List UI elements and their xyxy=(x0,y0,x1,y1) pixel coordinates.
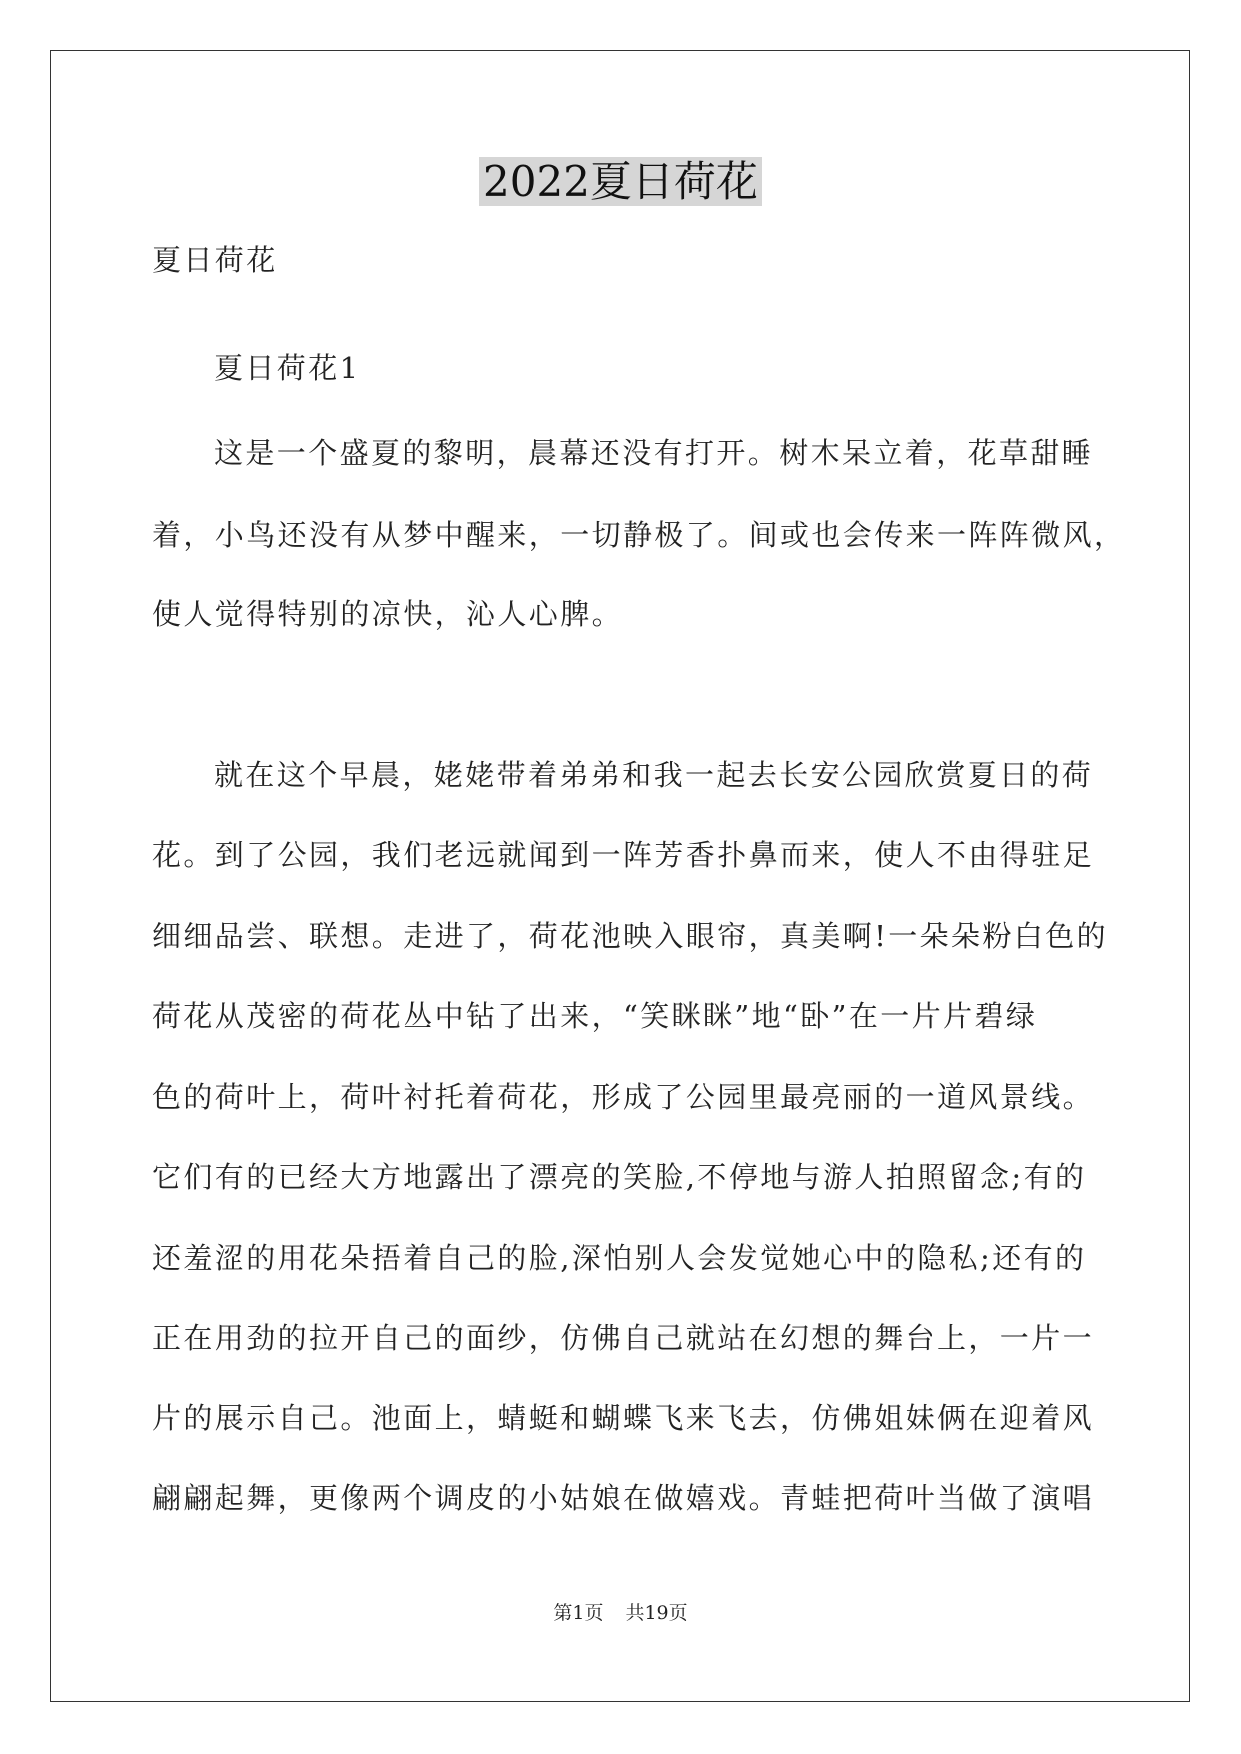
page-border xyxy=(50,50,1190,1702)
paragraph-2-line-5: 色的荷叶上，荷叶衬托着荷花，形成了公园里最亮丽的一道风景线。 xyxy=(152,1080,1095,1114)
paragraph-2-line-10: 翩翩起舞，更像两个调皮的小姑娘在做嬉戏。青蛙把荷叶当做了演唱 xyxy=(152,1481,1095,1515)
document-title-text: 2022夏日荷花 xyxy=(479,157,762,206)
section-heading: 夏日荷花1 xyxy=(214,351,361,385)
paragraph-1-line-2: 着，小鸟还没有从梦中醒来，一切静极了。间或也会传来一阵阵微风， xyxy=(152,518,1126,552)
paragraph-1-line-3: 使人觉得特别的凉快，沁人心脾。 xyxy=(152,597,624,631)
paragraph-2-line-2: 花。到了公园，我们老远就闻到一阵芳香扑鼻而来，使人不由得驻足 xyxy=(152,838,1095,872)
paragraph-2-line-8: 正在用劲的拉开自己的面纱，仿佛自己就站在幻想的舞台上，一片一 xyxy=(152,1321,1095,1355)
paragraph-2-line-3: 细细品尝、联想。走进了，荷花池映入眼帘，真美啊!一朵朵粉白色的 xyxy=(152,919,1109,953)
paragraph-2-line-7: 还羞涩的用花朵捂着自己的脸,深怕别人会发觉她心中的隐私;还有的 xyxy=(152,1241,1087,1275)
paragraph-1-line-1: 这是一个盛夏的黎明，晨幕还没有打开。树木呆立着，花草甜睡 xyxy=(214,436,1094,470)
page-footer xyxy=(0,1600,1241,1626)
document-title xyxy=(0,150,1241,214)
subtitle: 夏日荷花 xyxy=(152,243,278,277)
paragraph-2-line-1: 就在这个早晨，姥姥带着弟弟和我一起去长安公园欣赏夏日的荷 xyxy=(214,758,1094,792)
page-number-current: 第1页 xyxy=(553,1602,604,1624)
page-number-total: 共19页 xyxy=(625,1602,688,1624)
paragraph-2-line-9: 片的展示自己。池面上，蜻蜓和蝴蝶飞来飞去，仿佛姐妹俩在迎着风 xyxy=(152,1401,1095,1435)
paragraph-2-line-4: 荷花从茂密的荷花丛中钻了出来，“笑眯眯”地“卧”在一片片碧绿 xyxy=(152,999,1038,1033)
paragraph-2-line-6: 它们有的已经大方地露出了漂亮的笑脸,不停地与游人拍照留念;有的 xyxy=(152,1160,1087,1194)
